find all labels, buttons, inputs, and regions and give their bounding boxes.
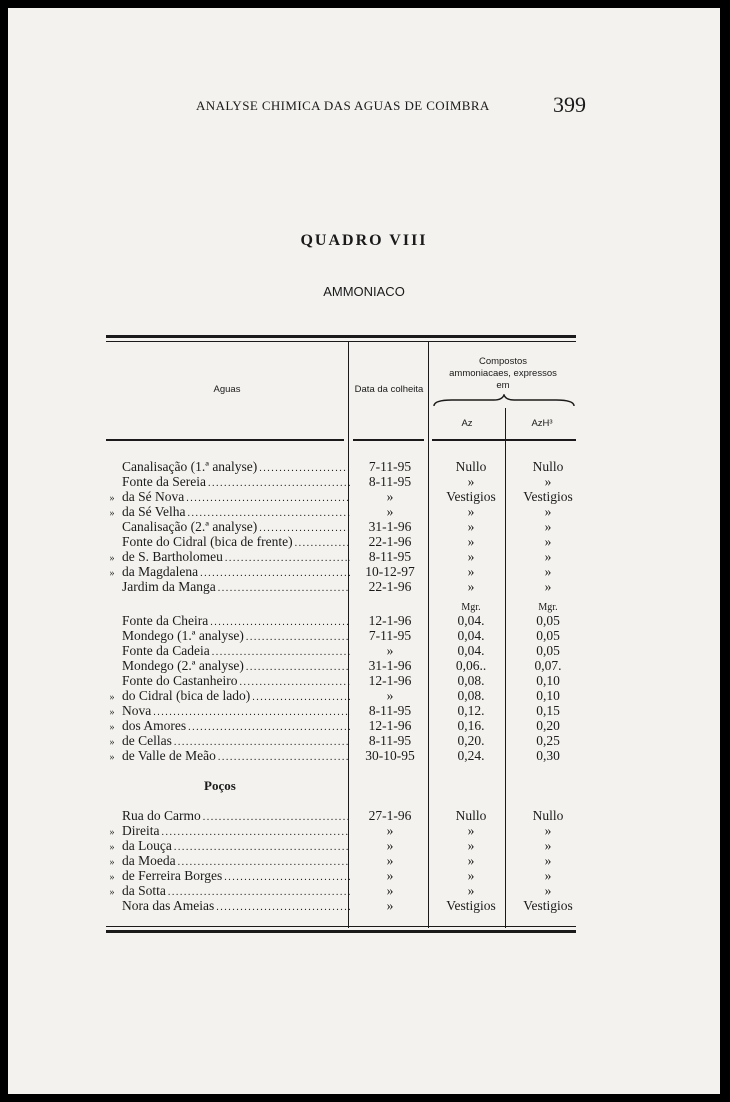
header-data-colheita: Data da colheita xyxy=(354,384,424,395)
table-row: » Nova . . . 8-11-95 0,12. 0,15 xyxy=(102,703,582,718)
table-row: » de Valle de Meão . . . 30-10-95 0,24. 0,30 xyxy=(102,748,582,763)
table-row: » de Cellas . . . 8-11-95 0,20. 0,25 xyxy=(102,733,582,748)
header-compostos: Compostos ammoniacaes, expressos em xyxy=(449,356,557,391)
table-row: Canalisação (2.ª analyse) . . . 31-1-96 » » xyxy=(102,519,582,534)
table-row: Canalisação (1.ª analyse) . . . 7-11-95 Nullo Nullo xyxy=(102,459,582,474)
table-row: » da Louça . . . » » » xyxy=(102,838,582,853)
header-rule-middle xyxy=(353,439,424,441)
bottom-rule-thick xyxy=(106,930,576,933)
unit-label-az: Mgr. xyxy=(461,602,481,613)
bottom-rule-thin xyxy=(106,926,576,927)
table-row: » de Ferreira Borges . . . » » » xyxy=(102,868,582,883)
table-row: Rua do Carmo . . . 27-1-96 Nullo Nullo xyxy=(102,808,582,823)
top-rule-thick xyxy=(106,335,576,338)
page-number: 399 xyxy=(553,92,586,117)
table-row: » da Sé Velha . . . » » » xyxy=(102,504,582,519)
header-az: Az xyxy=(461,418,473,429)
table-row: Fonte da Cadeia . . . » 0,04. 0,05 xyxy=(102,643,582,658)
brace-icon xyxy=(432,394,576,410)
table-row: Fonte do Cidral (bica de frente) . . . 22-1-96 » » xyxy=(102,534,582,549)
header-rule-right xyxy=(432,439,576,441)
table-row: Fonte da Cheira . . . 12-1-96 0,04. 0,05 xyxy=(102,613,582,628)
table-row: Mondego (1.ª analyse) . . . 7-11-95 0,04. 0,05 xyxy=(102,628,582,643)
table-row: Mondego (2.ª analyse) . . . 31-1-96 0,06.. 0,07. xyxy=(102,658,582,673)
header-aguas: Aguas xyxy=(213,384,241,395)
table-row: » da Sotta . . . » » » xyxy=(102,883,582,898)
table-row: » dos Amores . . . 12-1-96 0,16. 0,20 xyxy=(102,718,582,733)
table-row: » da Moeda . . . » » » xyxy=(102,853,582,868)
table-title: QUADRO VIII xyxy=(300,232,428,249)
table-row: » da Magdalena . . . 10-12-97 » » xyxy=(102,564,582,579)
table-row: Fonte da Sereia . . . 8-11-95 » » xyxy=(102,474,582,489)
table-row: » de S. Bartholomeu . . . 8-11-95 » » xyxy=(102,549,582,564)
table-row: » do Cidral (bica de lado) . . . » 0,08. 0,10 xyxy=(102,688,582,703)
header-azh3: AzH³ xyxy=(531,418,553,429)
header-rule-left xyxy=(106,439,344,441)
table-row: Nora das Ameias . . . » Vestigios Vestigios xyxy=(102,898,582,913)
book-page xyxy=(8,8,720,1094)
table-row: » Direita . . . » » » xyxy=(102,823,582,838)
table-row: Jardim da Manga . . . 22-1-96 » » xyxy=(102,579,582,594)
pocos-heading: Poços xyxy=(204,778,236,793)
top-rule-thin xyxy=(106,341,576,342)
running-title: ANALYSE CHIMICA DAS AGUAS DE COIMBRA xyxy=(196,98,490,113)
table-row: Fonte do Castanheiro . . . 12-1-96 0,08. 0,10 xyxy=(102,673,582,688)
table-subtitle: AMMONIACO xyxy=(323,284,405,299)
table-row: » da Sé Nova . . . » Vestigios Vestigios xyxy=(102,489,582,504)
unit-label-azh3: Mgr. xyxy=(538,602,558,613)
